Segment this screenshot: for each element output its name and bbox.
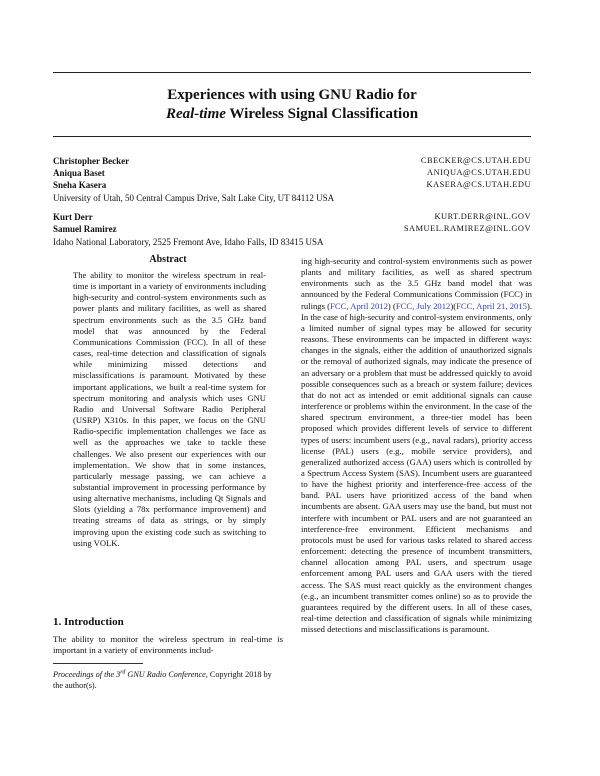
title-line-2 — [53, 105, 531, 124]
author-email[interactable]: KASERA@CS.UTAH.EDU — [426, 180, 531, 189]
title-italic-part: Real-time — [165, 106, 226, 122]
footnote-conference: GNU Radio Conference — [125, 670, 206, 679]
citation-link[interactable]: FCC, April 2012 — [330, 300, 388, 311]
footnote-copyright: , Copyright 2018 by the author(s). — [53, 670, 272, 690]
title-rest-part: Wireless Signal Classification — [229, 106, 419, 122]
footnote — [53, 670, 283, 691]
abstract-body: The ability to monitor the wireless spectrum in real-time is important in a variety of environments including high-security and control-system environments such as power plants and military facilities, as well as shared spectrum environments such as the 3.5 GHz band model that was announced by the Federal Communications Commission (FCC). In all of these cases, real-time detection and classification of signals while minimizing missed detections and misclassifications is paramount. Motivated by these important applications, we built a real-time system for spectrum monitoring and analysis which uses GNU Radio and Universal Software Radio Peripheral (USRP) X310s. In this paper, we focus on the GNU Radio-specific implementation challenges we face as well as the approaches we take to tackle these challenges. We also present our experiences with our implementation. We show that in some instances, particularly message passing, we can achieve a substantial improvement in processing performance by using alternative mechanisms, including Qt Signals and Slots (yielding a 78x performance improvement) and treating streams of data as strings, or by simply improving upon the existing code such as switching to using VOLK. — [73, 270, 266, 548]
top-rule — [53, 72, 531, 73]
author-name: Christopher Becker — [53, 156, 130, 166]
affiliation-utah: University of Utah, 50 Central Campus Drive, Salt Lake City, UT 84112 USA — [53, 193, 335, 203]
introduction-body: The ability to monitor the wireless spectrum in real-time is important in a variety of environments includ- — [53, 634, 283, 656]
right-column-body — [301, 256, 532, 635]
footnote-prefix: Proceedings of the 3 — [53, 670, 121, 679]
author-email[interactable]: ANIQUA@CS.UTAH.EDU — [427, 168, 531, 177]
author-name: Sneha Kasera — [53, 180, 107, 190]
citation-link[interactable]: FCC, April 21, 2015 — [456, 300, 527, 311]
author-email[interactable]: CBECKER@CS.UTAH.EDU — [420, 156, 531, 165]
section-heading-introduction: 1. Introduction — [53, 616, 124, 628]
author-name: Kurt Derr — [53, 212, 93, 222]
footnote-superscript: rd — [120, 669, 126, 676]
right-text-part: ) ( — [387, 300, 396, 311]
right-text-part: ing high-security and control-system environments such as power plants and military facilities, as well as shared spectrum environments such as the 3.5 GHz band model that was announced by the Federal Communications Commission (FCC) in rulings ( — [301, 256, 532, 311]
author-name: Aniqua Baset — [53, 168, 105, 178]
author-email[interactable]: SAMUEL.RAMIREZ@INL.GOV — [403, 224, 531, 233]
title-bottom-rule — [53, 136, 531, 137]
author-name: Samuel Ramirez — [53, 224, 117, 234]
citation-link[interactable]: FCC, July 2012 — [395, 300, 451, 311]
right-text-part: )( — [450, 300, 457, 311]
footnote-rule — [53, 663, 143, 664]
paper-title — [53, 86, 531, 124]
author-email[interactable]: KURT.DERR@INL.GOV — [434, 212, 531, 221]
right-text-part: ). In the case of high-security and control-system environments, only a limited number of signal types may be allowed for security reasons. These environments can be impacted in different ways: changes in the signals, either the addition of unauthorized signals or the removal of authorized signals, may indicate the presence of an adversary or a problem that must be addressed quickly to avoid possible consequences such as a breach or system failure; devices that do not act as intended or emit additional signals can cause interference or problems within the environment. In the case of the shared spectrum environment, a three-tier model has been proposed which provides different levels of service to different types of users: incumbent users (e.g., naval radars), priority access license (PAL) users (e.g., mobile service providers), and generalized authorized access (GAA) users which is controlled by a Spectrum Access System (SAS). Incumbent users are guaranteed to have the highest priority and interference-free access of the band. PAL users have prioritized access of the band when incumbents are absent. GAA users may use the band, but must not interfere with incumbent or PAL users and are not guaranteed an interference-free environment. Efficient mechanisms and protocols must be used for various tasks related to shared access enforcement: detecting the presence of incumbent transmitters, channel allocation among PAL users, and spectrum usage enforcement among PAL users and GAA users with the tiered access. The SAS must react quickly as the environment changes (e.g., an incumbent transmitter comes online) so as to provide the guarantees required by the different users. In all of these cases, real-time detection and classification of signals while minimizing missed detections and misclassifications is paramount. — [301, 300, 532, 635]
affiliation-inl: Idaho National Laboratory, 2525 Fremont Ave, Idaho Falls, ID 83415 USA — [53, 237, 324, 247]
title-line-1: Experiences with using GNU Radio for — [167, 87, 417, 103]
abstract-heading: Abstract — [149, 254, 187, 265]
